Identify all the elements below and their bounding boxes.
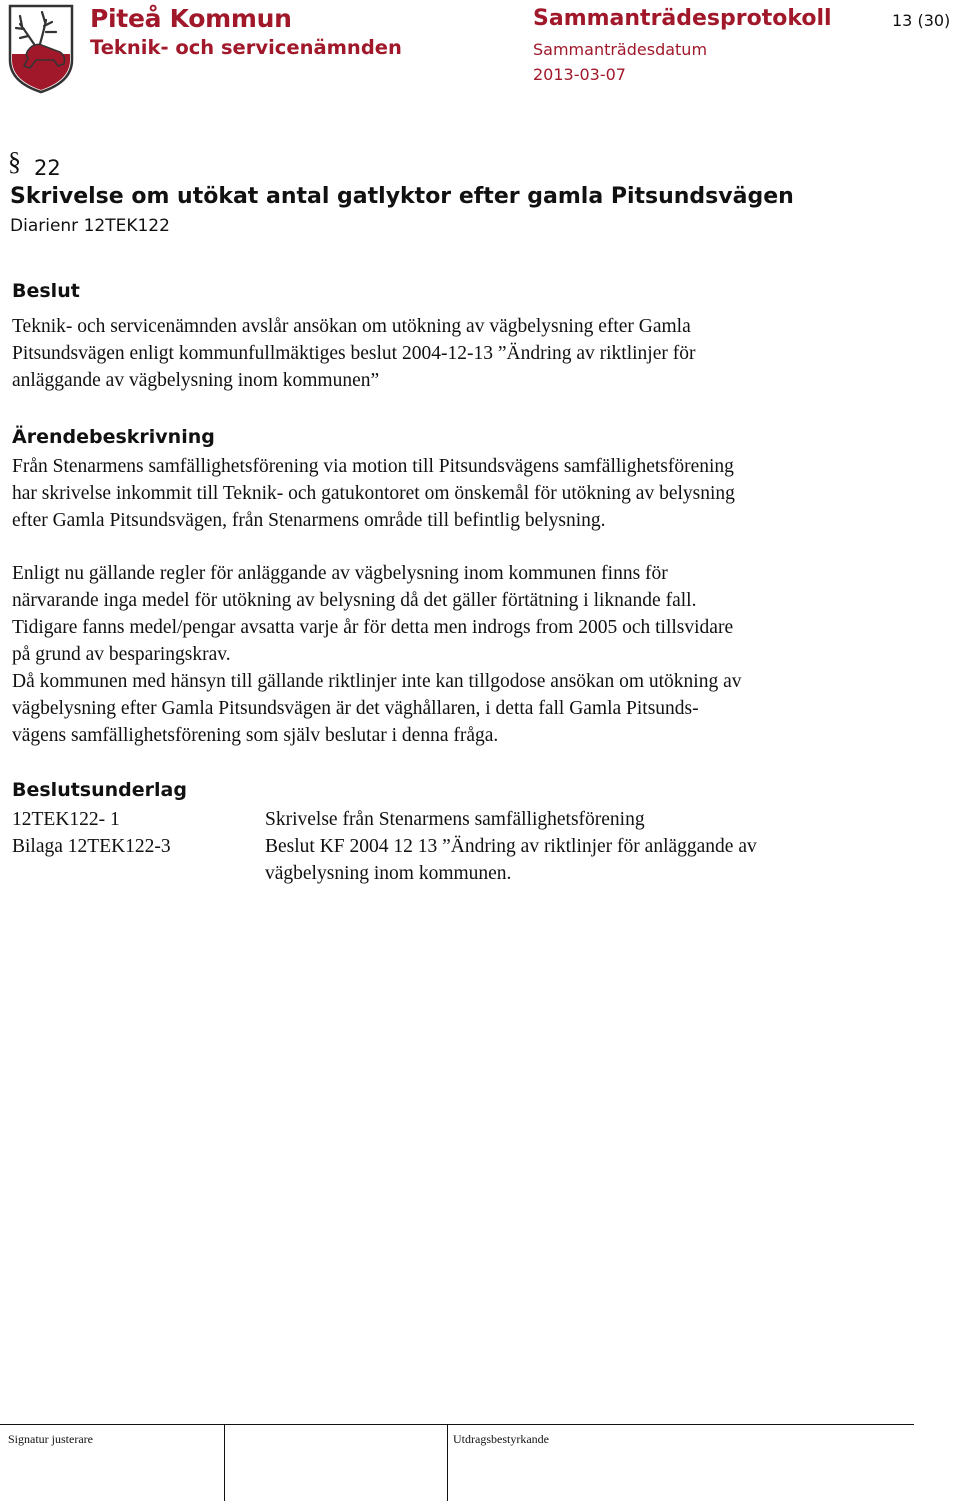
list-item: [12, 860, 892, 887]
document-description: Skrivelse från Stenarmens samfällighetsförening: [265, 809, 645, 830]
arende-line: Enligt nu gällande regler för anläggande av vägbelysning inom kommunen finns för: [12, 563, 668, 584]
signature-label: Signatur justerare: [8, 1432, 93, 1446]
arendebeskrivning-text-2: [12, 560, 742, 749]
footer-column-divider: [447, 1424, 448, 1501]
beslut-heading: Beslut: [12, 280, 80, 302]
paragraph-symbol: §: [8, 147, 21, 176]
document-code: Bilaga 12TEK122-3: [12, 836, 171, 857]
arende-line: Tidigare fanns medel/pengar avsatta varje år för detta men indrogs from 2005 och tillsvidare: [12, 617, 734, 638]
case-diarie-number: Diarienr 12TEK122: [10, 216, 170, 236]
list-item: [12, 806, 892, 833]
reindeer-coat-of-arms-icon: [6, 2, 76, 94]
footer-divider: [0, 1424, 914, 1425]
committee-name: Teknik- och servicenämnden: [90, 36, 402, 59]
beslut-text: [12, 313, 695, 394]
document-description: Beslut KF 2004 12 13 ”Ändring av riktlinjer för anläggande av: [265, 836, 757, 857]
extract-certification-label: Utdragsbestyrkande: [453, 1432, 549, 1446]
beslut-line: Teknik- och servicenämnden avslår ansökan om utökning av vägbelysning efter Gamla: [12, 316, 691, 337]
arendebeskrivning-heading: Ärendebeskrivning: [12, 426, 215, 448]
arende-line: Då kommunen med hänsyn till gällande riktlinjer inte kan tillgodose ansökan om utökning av: [12, 671, 742, 692]
document-description: vägbelysning inom kommunen.: [265, 863, 512, 884]
arende-line: på grund av besparingskrav.: [12, 644, 231, 665]
meeting-date-value: 2013-03-07: [533, 65, 626, 84]
document-title: Sammanträdesprotokoll: [533, 6, 832, 31]
page-number: 13 (30): [892, 11, 951, 30]
arende-line: vägens samfällighetsförening som själv beslutar i denna fråga.: [12, 725, 499, 746]
meeting-date-label: Sammanträdesdatum: [533, 40, 708, 59]
arende-line: närvarande inga medel för utökning av belysning då det gäller förtätning i liknande fall.: [12, 590, 697, 611]
arende-line: vägbelysning efter Gamla Pitsundsvägen är det väghållaren, i detta fall Gamla Pitsunds-: [12, 698, 699, 719]
paragraph-number: 22: [34, 156, 61, 180]
beslutsunderlag-list: [12, 806, 892, 887]
arende-line: Från Stenarmens samfällighetsförening via motion till Pitsundsvägens samfällighetsförening: [12, 456, 734, 477]
organization-name: Piteå Kommun: [90, 4, 292, 33]
arende-line: efter Gamla Pitsundsvägen, från Stenarmens område till befintlig belysning.: [12, 510, 606, 531]
case-title: Skrivelse om utökat antal gatlyktor efter gamla Pitsundsvägen: [10, 184, 794, 209]
arende-line: har skrivelse inkommit till Teknik- och gatukontoret om önskemål för utökning av belysning: [12, 483, 735, 504]
beslut-line: Pitsundsvägen enligt kommunfullmäktiges beslut 2004-12-13 ”Ändring av riktlinjer för: [12, 343, 696, 364]
footer-column-divider: [224, 1424, 225, 1501]
list-item: [12, 833, 892, 860]
document-code: 12TEK122- 1: [12, 809, 120, 830]
beslut-line: anläggande av vägbelysning inom kommunen”: [12, 370, 380, 391]
beslutsunderlag-heading: Beslutsunderlag: [12, 779, 187, 801]
arendebeskrivning-text: [12, 453, 735, 534]
